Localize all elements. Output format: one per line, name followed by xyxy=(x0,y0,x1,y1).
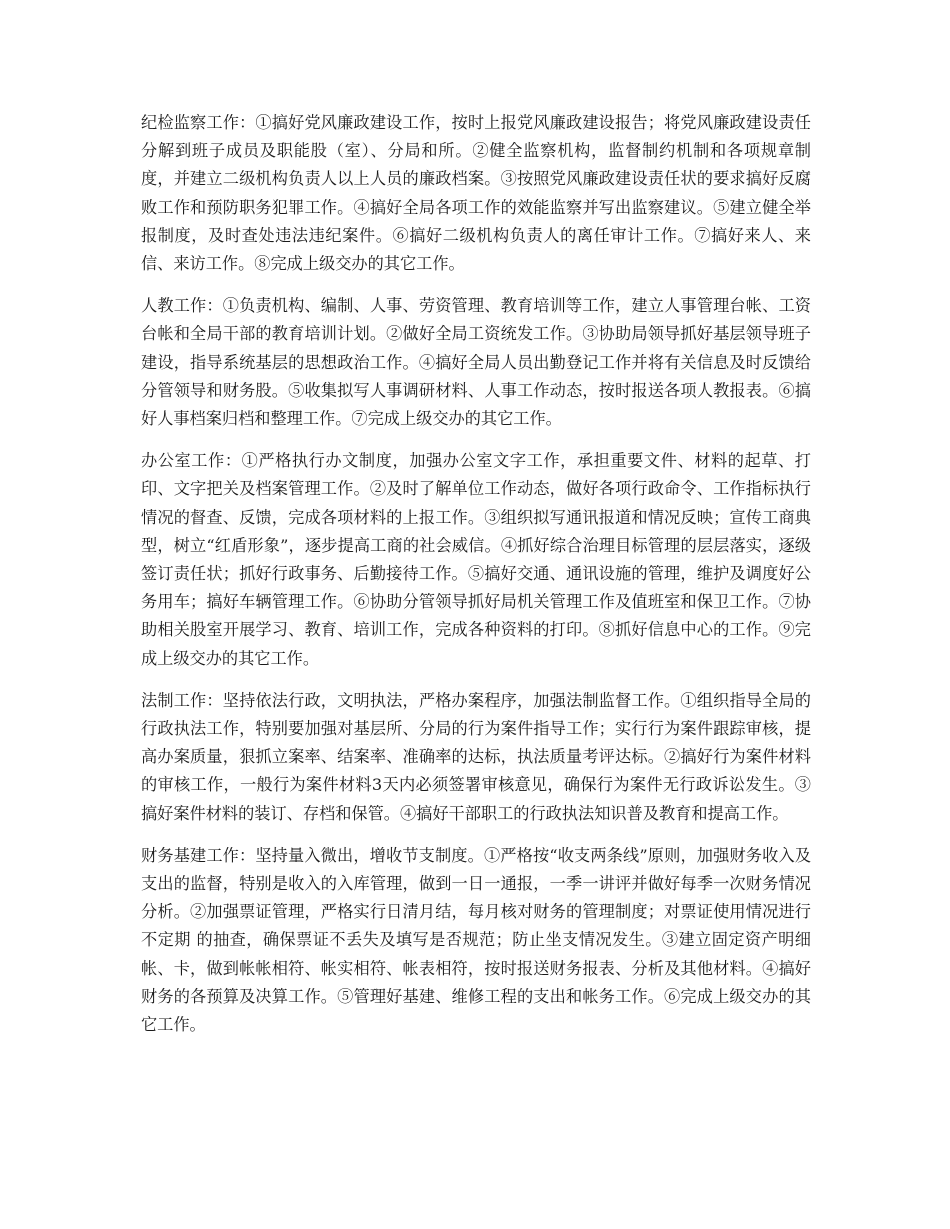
paragraph-discipline-inspection: 纪检监察工作：①搞好党风廉政建设工作，按时上报党风廉政建设报告；将党风廉政建设责任分解到班子成员及职能股（室）、分局和所。②健全监察机构，监督制约机制和各项规章制度，并建立二级机构负责人以上人员的廉政档案。③按照党风廉政建设责任状的要求搞好反腐败工作和预防职务犯罪工作。④搞好全局各项工作的效能监察并写出监察建议。⑤建立健全举报制度，及时查处违法违纪案件。⑥搞好二级机构负责人的离任审计工作。⑦搞好来人、来信、来访工作。⑧完成上级交办的其它工作。 xyxy=(141,113,811,274)
document-page xyxy=(141,109,811,1053)
paragraph-legal-work: 法制工作：坚持依法行政，文明执法，严格办案程序，加强法制监督工作。①组织指导全局的行政执法工作，特别要加强对基层所、分局的行为案件指导工作；实行行为案件跟踪审核，提高办案质量，狠抓立案率、结案率、准确率的达标，执法质量考评达标。②搞好行为案件材料的审核工作，一般行为案件材料3天内必须签署审核意见，确保行为案件无行政诉讼发生。③搞好案件材料的装订、存档和保管。④搞好干部职工的行政执法知识普及教育和提高工作。 xyxy=(141,690,811,823)
paragraph-office-work: 办公室工作：①严格执行办文制度，加强办公室文字工作，承担重要文件、材料的起草、打印、文字把关及档案管理工作。②及时了解单位工作动态，做好各项行政命令、工作指标执行情况的督查、反馈，完成各项材料的上报工作。③组织拟写通讯报道和情况反映；宣传工商典型，树立“红盾形象”，逐步提高工商的社会威信。④抓好综合治理目标管理的层层落实，逐级签订责任状；抓好行政事务、后勤接待工作。⑤搞好交通、通讯设施的管理，维护及调度好公务用车；搞好车辆管理工作。⑥协助分管领导抓好局机关管理工作及值班室和保卫工作。⑦协助相关股室开展学习、教育、培训工作，完成各种资料的打印。⑧抓好信息中心的工作。⑨完成上级交办的其它工作。 xyxy=(141,451,811,668)
paragraph-personnel-education: 人教工作：①负责机构、编制、人事、劳资管理、教育培训等工作，建立人事管理台帐、工资台帐和全局干部的教育培训计划。②做好全局工资统发工作。③协助局领导抓好基层领导班子建设，指导系统基层的思想政治工作。④搞好全局人员出勤登记工作并将有关信息及时反馈给分管领导和财务股。⑤收集拟写人事调研材料、人事工作动态，按时报送各项人教报表。⑥搞好人事档案归档和整理工作。⑦完成上级交办的其它工作。 xyxy=(141,296,811,429)
paragraph-finance-construction: 财务基建工作：坚持量入微出，增收节支制度。①严格按“收支两条线”原则，加强财务收入及支出的监督，特别是收入的入库管理，做到一日一通报，一季一讲评并做好每季一次财务情况分析。②加强票证管理，严格实行日清月结，每月核对财务的管理制度；对票证使用情况进行不定期 的抽查，确保票证不丢失及填写是否规范；防止坐支情况发生。③建立固定资产明细帐、卡，做到帐帐相符、帐实相符、帐表相符，按时报送财务报表、分析及其他材料。④搞好财务的各预算及决算工作。⑤管理好基建、维修工程的支出和帐务工作。⑥完成上级交办的其它工作。 xyxy=(141,845,811,1035)
